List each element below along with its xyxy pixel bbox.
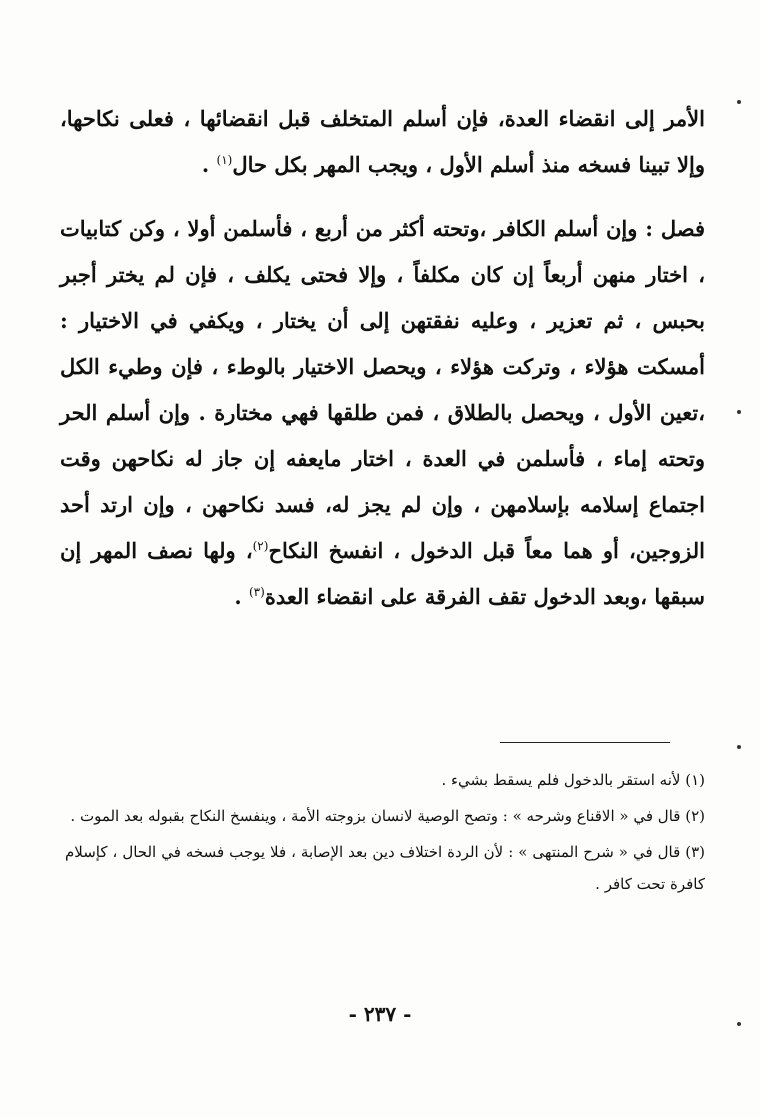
footnotes: [65, 764, 705, 904]
section-label: فصل :: [645, 216, 705, 241]
footnote-1: (١) لأنه استقر بالدخول فلم يسقط بشيء .: [441, 771, 705, 789]
footnote-ref-3: (٣): [248, 585, 265, 599]
page-number: - ٢٣٧ -: [348, 1002, 412, 1026]
footnote-ref-2: (٢): [252, 539, 269, 553]
footnote-ref-1: (١): [216, 153, 233, 167]
main-text: [60, 96, 705, 620]
margin-mark: [737, 745, 741, 749]
footnote-divider: [500, 742, 670, 743]
footnote-2: (٢) قال في « الاقناع وشرحه » : وتصح الوصية لانسان بزوجته الأمة ، وينفسخ النكاح بقبوله بعد الموت .: [70, 807, 705, 825]
margin-mark: [737, 100, 741, 104]
paragraph-2-end: .: [234, 584, 249, 609]
paragraph-1-end: .: [201, 152, 217, 177]
paragraph-1: [60, 96, 705, 188]
footnote-3: (٣) قال في « شرح المنتهى » : لأن الردة اختلاف دين بعد الإصابة ، فلا يوجب فسخه في الحال ، كإسلام كافرة تحت كافر .: [65, 843, 705, 893]
paragraph-1-text: الأمر إلى انقضاء العدة، فإن أسلم المتخلف قبل انقضائها ، فعلى نكاحها، وإلا تبينا فسخه منذ أسلم الأول ، ويجب المهر بكل حال: [60, 106, 705, 177]
margin-mark: [737, 410, 741, 414]
paragraph-2: [60, 206, 705, 620]
paragraph-2-text-part2: ، ولها نصف المهر إن سبقها ،وبعد الدخول تقف الفرقة على انقضاء العدة: [60, 538, 705, 609]
paragraph-2-text-part1: وإن أسلم الكافر ،وتحته أكثر من أربع ، فأسلمن أولا ، وكن كتابيات ، اختار منهن أربعاً إن كان مكلفاً ، وإلا فحتى يكلف ، فإن لم يختر أجبر بحبس ، ثم تعزير ، وعليه نفقتهن إلى أن يختار ، ويكفي في الاختيار : أمسكت هؤلاء ، وتركت هؤلاء ، ويحصل الاختيار بالوطء ، فإن وطيء الكل ،تعين الأول ، ويحصل بالطلاق ، فمن طلقها فهي مختارة . وإن أسلم الحر وتحته إماء ، فأسلمن في العدة ، اختار مايعفه إن جاز له نكاحهن وقت اجتماع إسلامه بإسلامهن ، وإن لم يجز له، فسد نكاحهن ، وإن ارتد أحد الزوجين، أو هما معاً قبل الدخول ، انفسخ النكاح: [60, 216, 705, 563]
